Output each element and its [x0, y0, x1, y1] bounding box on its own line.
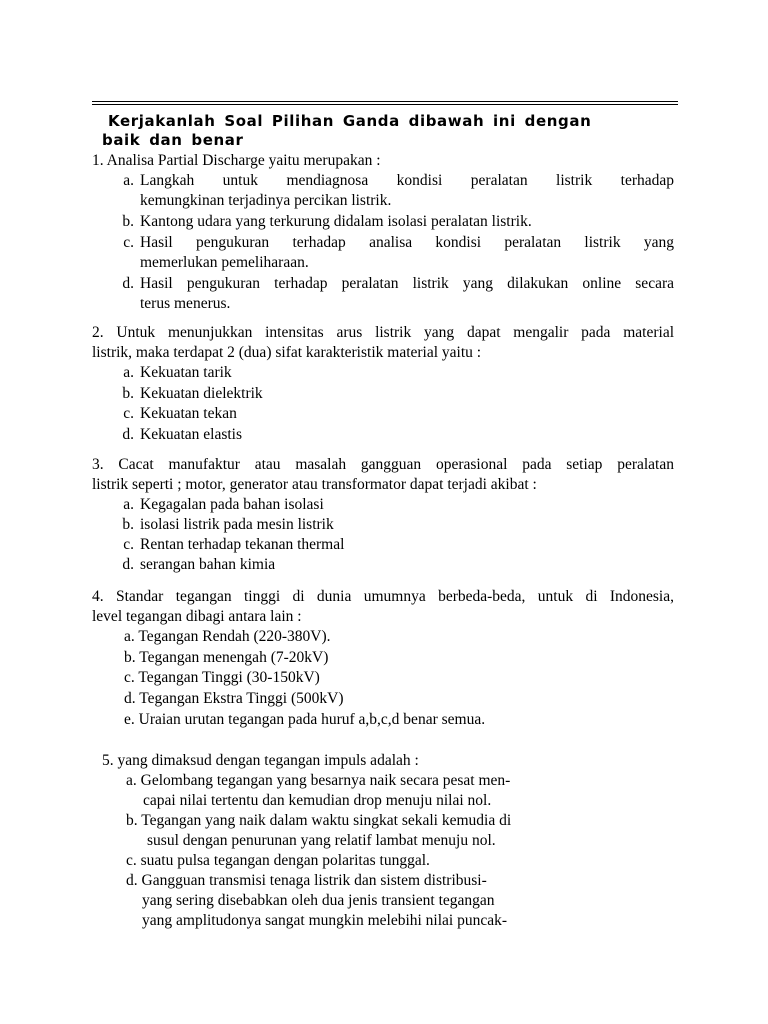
option-4d-text: d. Tegangan Ekstra Tinggi (500kV) — [124, 690, 344, 707]
option-1a-line-1: Langkah untuk mendiagnosa kondisi peralatan listrik terhadap — [140, 172, 674, 189]
option-5d-line-3: yang amplitudonya sangat mungkin melebihi nilai puncak- — [142, 912, 508, 929]
header-rule-top — [92, 101, 678, 102]
option-5a-line-1: a. Gelombang tegangan yang besarnya naik secara pesat men- — [126, 772, 511, 789]
option-3d-text: serangan bahan kimia — [140, 556, 276, 573]
option-5c-text: c. suatu pulsa tegangan dengan polaritas tunggal. — [126, 852, 430, 869]
option-marker: d. — [122, 426, 134, 443]
option-4e-text: e. Uraian urutan tegangan pada huruf a,b,c,d benar semua. — [124, 711, 486, 728]
option-5b-line-1: b. Tegangan yang naik dalam waktu singkat sekali kemudia di — [126, 812, 512, 829]
option-marker: a. — [123, 172, 134, 189]
option-marker: c. — [123, 234, 134, 251]
option-1c-line-1: Hasil pengukuran terhadap analisa kondisi peralatan listrik yang — [140, 234, 674, 251]
option-marker: c. — [123, 536, 134, 553]
option-3c-text: Rentan terhadap tekanan thermal — [140, 536, 345, 553]
option-2c-text: Kekuatan tekan — [140, 405, 237, 422]
option-4b-text: b. Tegangan menengah (7-20kV) — [124, 649, 329, 666]
option-marker: b. — [122, 213, 134, 230]
option-marker: b. — [122, 516, 134, 533]
option-2a-text: Kekuatan tarik — [140, 364, 232, 381]
option-5d-line-2: yang sering disebabkan oleh dua jenis transient tegangan — [142, 892, 495, 909]
instruction-heading — [100, 112, 680, 150]
option-1c-line-2: memerlukan pemeliharaan. — [140, 254, 309, 271]
question-3-line-2: listrik seperti ; motor, generator atau transformator dapat terjadi akibat : — [92, 476, 537, 493]
option-marker: a. — [123, 496, 134, 513]
option-3b-text: isolasi listrik pada mesin listrik — [140, 516, 334, 533]
option-5d-line-1: d. Gangguan transmisi tenaga listrik dan sistem distribusi- — [126, 872, 487, 889]
option-4c-text: c. Tegangan Tinggi (30-150kV) — [124, 669, 320, 686]
option-1b-text: Kantong udara yang terkurung didalam isolasi peralatan listrik. — [140, 213, 532, 230]
option-2b-text: Kekuatan dielektrik — [140, 385, 263, 402]
option-1a-line-2: kemungkinan terjadinya percikan listrik. — [140, 192, 392, 209]
question-1-text: 1. Analisa Partial Discharge yaitu merupakan : — [92, 152, 381, 169]
option-marker: c. — [123, 405, 134, 422]
question-2-line-2: listrik, maka terdapat 2 (dua) sifat karakteristik material yaitu : — [92, 344, 482, 361]
heading-line-1: Kerjakanlah Soal Pilihan Ganda dibawah ini dengan — [108, 112, 592, 130]
option-4a-text: a. Tegangan Rendah (220-380V). — [124, 628, 331, 645]
option-5a-line-2: capai nilai tertentu dan kemudian drop menuju nilai nol. — [143, 792, 492, 809]
header-rule-bottom — [92, 104, 678, 105]
option-2d-text: Kekuatan elastis — [140, 426, 243, 443]
option-3a-text: Kegagalan pada bahan isolasi — [140, 496, 324, 513]
heading-line-2: baik dan benar — [102, 131, 244, 149]
option-marker: d. — [122, 556, 134, 573]
option-marker: b. — [122, 385, 134, 402]
option-marker: d. — [122, 275, 134, 292]
question-2-line-1: 2. Untuk menunjukkan intensitas arus listrik yang dapat mengalir pada material — [92, 324, 674, 341]
option-5b-line-2: susul dengan penurunan yang relatif lambat menuju nol. — [147, 832, 496, 849]
question-4-line-2: level tegangan dibagi antara lain : — [92, 608, 302, 625]
option-marker: a. — [123, 364, 134, 381]
question-4-line-1: 4. Standar tegangan tinggi di dunia umumnya berbeda-beda, untuk di Indonesia, — [92, 588, 674, 605]
option-1d-line-2: terus menerus. — [140, 295, 231, 312]
question-3-line-1: 3. Cacat manufaktur atau masalah gangguan operasional pada setiap peralatan — [92, 456, 674, 473]
question-5-text: 5. yang dimaksud dengan tegangan impuls adalah : — [102, 752, 419, 769]
option-1d-line-1: Hasil pengukuran terhadap peralatan listrik yang dilakukan online secara — [140, 275, 674, 292]
